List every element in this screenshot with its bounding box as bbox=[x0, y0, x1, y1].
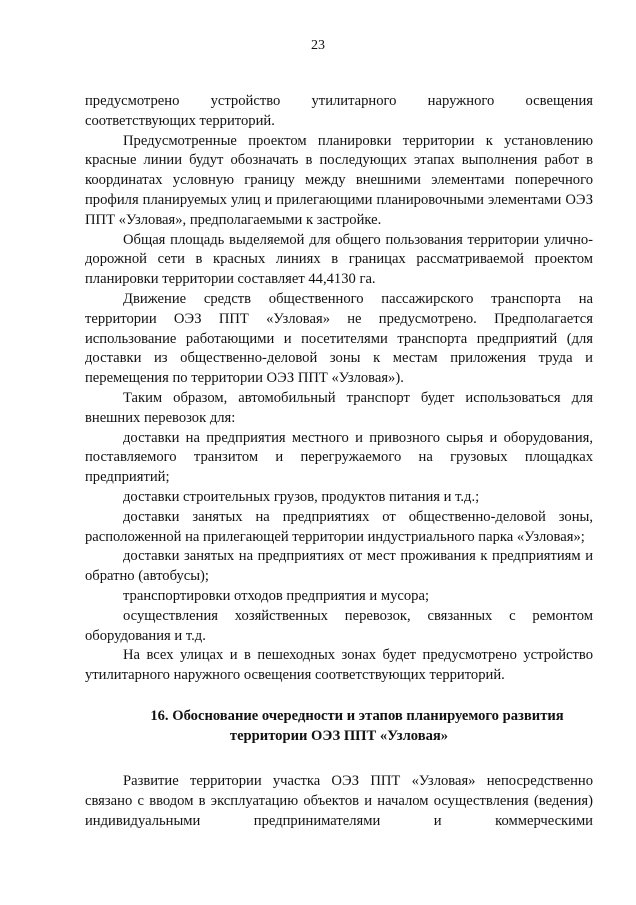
list-item: транспортировки отходов предприятия и мусора; bbox=[123, 587, 429, 604]
paragraph: предусмотрено устройство утилитарного наружного освещения соответствующих территорий. bbox=[85, 93, 593, 129]
list-item: доставки строительных грузов, продуктов питания и т.д.; bbox=[123, 488, 480, 505]
paragraph: Общая площадь выделяемой для общего пользования территории улично-дорожной сети в красных линиях в границах рассматриваемой проектом планировки территории составляет 44,4130 га. bbox=[85, 231, 593, 288]
paragraph: Развитие территории участка ОЭЗ ППТ «Узловая» непосредственно связано с вводом в эксплуатацию объектов и началом осуществления (ведения) индивидуальными предпринимателями и коммерческими bbox=[85, 772, 593, 829]
paragraph: Движение средств общественного пассажирского транспорта на территории ОЭЗ ППТ «Узловая» не предусмотрено. Предполагается использование работающими и посетителями транспорта предприятий (для доставки из общественно-деловой зоны к местам приложения труда и перемещения по территории ОЭЗ ППТ «Узловая»). bbox=[85, 290, 593, 387]
document-body bbox=[85, 92, 593, 831]
list-item: доставки занятых на предприятиях от мест проживания к предприятиям и обратно (автобусы); bbox=[85, 548, 593, 585]
paragraph: На всех улицах и в пешеходных зонах будет предусмотрено устройство утилитарного наружного освещения соответствующих территорий. bbox=[85, 647, 593, 684]
paragraph: Таким образом, автомобильный транспорт будет использоваться для внешних перевозок для: bbox=[85, 389, 593, 426]
list-item: доставки занятых на предприятиях от общественно-деловой зоны, расположенной на прилегающей территории индустриального парка «Узловая»; bbox=[85, 508, 593, 545]
section-heading bbox=[85, 706, 593, 746]
page-number: 23 bbox=[311, 38, 325, 53]
list-item: доставки на предприятия местного и привозного сырья и оборудования, поставляемого транзитом и перегружаемого на грузовых площадках предприятий; bbox=[85, 429, 593, 486]
paragraph: Предусмотренные проектом планировки территории к установлению красные линии будут обозначать в последующих этапах выполнения работ в координатах условную границу между внешними элементами поперечного профиля планируемых улиц и прилегающими планировочными элементами ОЭЗ ППТ «Узловая», предполагаемыми к застройке. bbox=[85, 132, 593, 228]
section-heading-line: территории ОЭЗ ППТ «Узловая» bbox=[229, 727, 449, 744]
list-item: осуществления хозяйственных перевозок, связанных с ремонтом оборудования и т.д. bbox=[85, 607, 593, 644]
section-heading-line: 16. Обоснование очередности и этапов планируемого развития bbox=[150, 707, 564, 724]
